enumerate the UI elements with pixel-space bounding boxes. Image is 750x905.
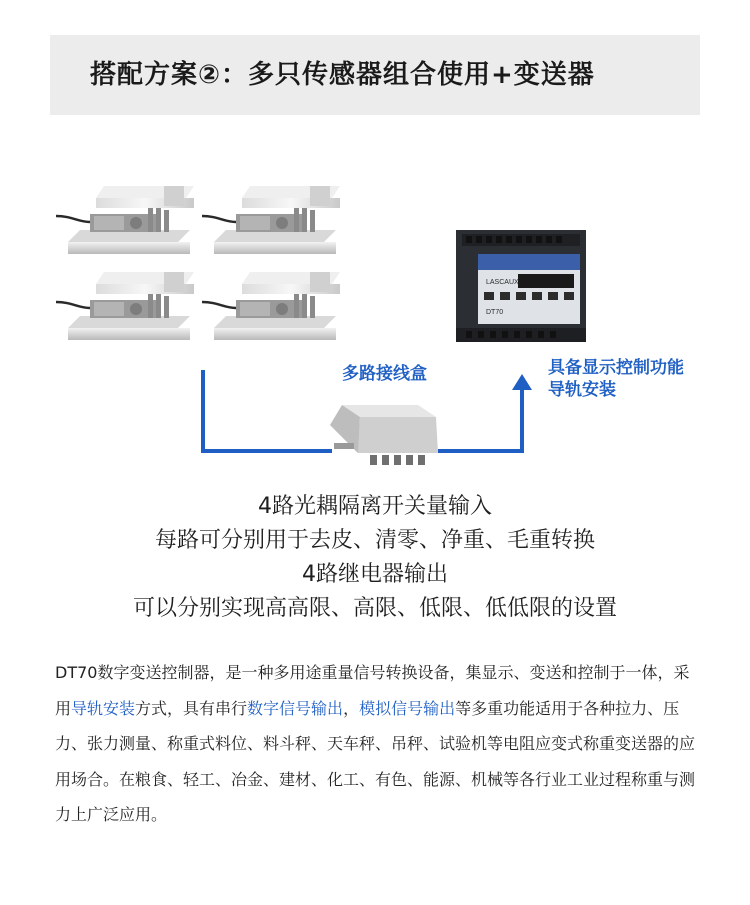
display-control-label <box>548 357 684 401</box>
highlight-digital-output: 数字信号输出 <box>247 698 344 718</box>
highlight-rail-mount: 导轨安装 <box>71 698 136 718</box>
highlight-analog-output: 模拟信号输出 <box>359 698 456 718</box>
load-cell-top-left <box>56 186 194 254</box>
feature-line: 每路可分别用于去皮、清零、净重、毛重转换 <box>154 528 595 553</box>
display-label-line1: 具备显示控制功能 <box>548 358 684 378</box>
feature-line: 4路继电器输出 <box>302 562 448 587</box>
description-text: ， <box>343 698 360 718</box>
arrow-head <box>512 374 532 390</box>
junction-box-label: 多路接线盒 <box>342 364 427 384</box>
diagram-svg <box>0 160 750 490</box>
description-text: 方式，具有串行 <box>135 698 248 718</box>
junction-box <box>330 405 438 465</box>
dt70-transmitter <box>456 230 586 342</box>
page-title: 搭配方案②：多只传感器组合使用+变送器 <box>90 60 595 90</box>
svg-text:LASCAUX: LASCAUX <box>486 279 519 286</box>
description-text: DT70数字变送控制器，是一种多用途重量信号转换设备，集显示、变送和控制于一体，采用 <box>55 663 690 718</box>
feature-list <box>0 490 750 626</box>
description-text: 等多重功能适用于各种拉力、压力、张力测量、称重式料位、料斗秤、天车秤、吊秤、试验机等电阻应变式称重变送器的应用场合。在粮食、轻工、冶金、建材、化工、有色、能源、机械等各行业工业过程称重与测力上广泛应用。 <box>55 698 696 824</box>
load-cell-bottom-right <box>202 272 340 340</box>
product-diagram <box>0 160 750 490</box>
load-cell-bottom-left <box>56 272 194 340</box>
svg-text:DT70: DT70 <box>486 309 504 316</box>
display-label-line2: 导轨安装 <box>548 380 616 400</box>
feature-line: 4路光耦隔离开关量输入 <box>258 494 492 519</box>
load-cell-top-right <box>202 186 340 254</box>
feature-line: 可以分别实现高高限、高限、低限、低低限的设置 <box>132 596 617 621</box>
header-band <box>50 35 700 115</box>
product-description <box>55 655 700 833</box>
